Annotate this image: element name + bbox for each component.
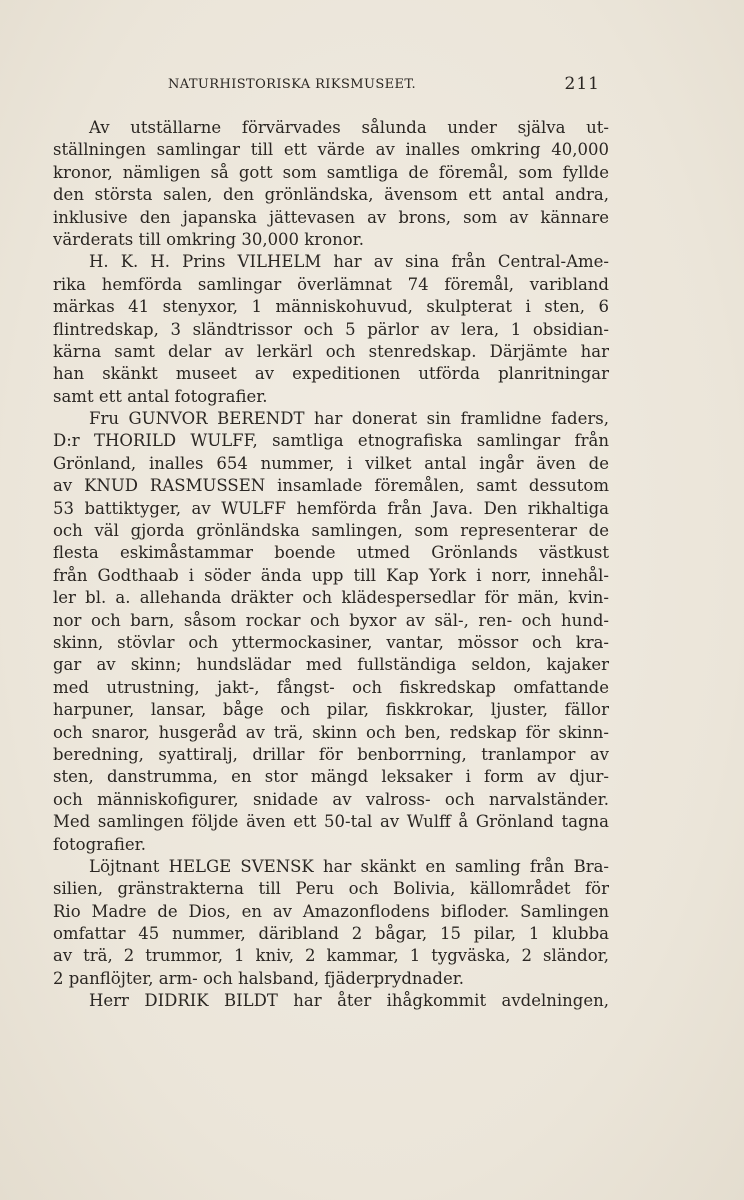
text-line: beredning, syattiralj, drillar för benborrning, tranlampor av [53, 744, 609, 764]
text-line: Rio Madre de Dios, en av Amazonflodens bifloder. Samlingen [53, 901, 609, 921]
text-line: gar av skinn; hundslädar med fullständiga seldon, kajaker [53, 655, 609, 675]
text-line: flintredskap, 3 sländtrissor och 5 pärlor av lera, 1 obsidian- [53, 319, 609, 339]
text-line: från Godthaab i söder ända upp till Kap York i norr, innehål- [53, 565, 609, 585]
text-line: av KNUD RASMUSSEN insamlade föremålen, samt dessutom [53, 476, 609, 496]
page-number: 211 [564, 74, 600, 94]
text-line: sten, danstrumma, en stor mängd leksaker i form av djur- [53, 767, 609, 787]
page-header [168, 74, 600, 100]
text-line: nor och barn, såsom rockar och byxor av säl-, ren- och hund- [53, 610, 609, 630]
text-line: 53 battiktyger, av WULFF hemförda från Java. Den rikhaltiga [53, 498, 609, 518]
text-line: med utrustning, jakt-, fångst- och fiskredskap omfattande [53, 677, 609, 697]
running-title: NATURHISTORISKA RIKSMUSEET. [168, 77, 417, 92]
text-line: harpuner, lansar, båge och pilar, fiskkrokar, ljuster, fällor [53, 700, 609, 720]
text-line: fotografier. [53, 834, 146, 854]
text-line: märkas 41 stenyxor, 1 människohuvud, skulpterat i sten, 6 [53, 297, 609, 317]
text-line: av trä, 2 trummor, 1 kniv, 2 kammar, 1 tygväska, 2 sländor, [53, 946, 609, 966]
text-line: rika hemförda samlingar överlämnat 74 föremål, varibland [53, 274, 609, 294]
text-line: och människofigurer, snidade av valross- och narvalständer. [53, 789, 609, 809]
text-line: och väl gjorda grönländska samlingen, som representerar de [53, 521, 609, 541]
text-line: Herr DIDRIK BILDT har åter ihågkommit avdelningen, [89, 991, 609, 1011]
text-line: H. K. H. Prins VILHELM har av sina från Central-Ame- [89, 252, 609, 272]
text-line: Grönland, inalles 654 nummer, i vilket antal ingår även de [53, 453, 609, 473]
text-line: ställningen samlingar till ett värde av inalles omkring 40,000 [53, 140, 609, 160]
text-line: silien, gränstrakterna till Peru och Bolivia, källområdet för [53, 879, 609, 899]
text-line: kärna samt delar av lerkärl och stenredskap. Därjämte har [53, 341, 609, 361]
text-line: han skänkt museet av expeditionen utförda planritningar [53, 364, 609, 384]
text-line: Av utställarne förvärvades sålunda under själva ut- [89, 118, 609, 137]
text-line: värderats till omkring 30,000 kronor. [53, 229, 365, 249]
text-line: omfattar 45 nummer, däribland 2 bågar, 15 pilar, 1 klubba [53, 924, 609, 944]
text-line: Fru GUNVOR BERENDT har donerat sin framlidne faders, [89, 409, 609, 429]
text-line: Med samlingen följde även ett 50-tal av Wulff å Grönland tagna [53, 812, 609, 832]
text-line: kronor, nämligen så gott som samtliga de föremål, som fyllde [53, 162, 609, 182]
text-line: ler bl. a. allehanda dräkter och klädespersedlar för män, kvin- [53, 588, 609, 608]
text-line: samt ett antal fotografier. [53, 386, 268, 406]
text-line: Löjtnant HELGE SVENSK har skänkt en samling från Bra- [89, 856, 609, 876]
body-text [53, 117, 609, 1013]
text-line: inklusive den japanska jättevasen av brons, som av kännare [53, 207, 609, 227]
text-line: den största salen, den grönländska, ävensom ett antal andra, [53, 185, 609, 205]
text-line: 2 panflöjter, arm- och halsband, fjäderprydnader. [53, 968, 465, 988]
text-line: D:r THORILD WULFF, samtliga etnografiska samlingar från [53, 431, 609, 451]
text-line: skinn, stövlar och yttermockasiner, vantar, mössor och kra- [53, 632, 609, 652]
text-line: och snaror, husgeråd av trä, skinn och ben, redskap för skinn- [53, 722, 609, 742]
text-line: flesta eskimåstammar boende utmed Grönlands västkust [53, 543, 609, 563]
